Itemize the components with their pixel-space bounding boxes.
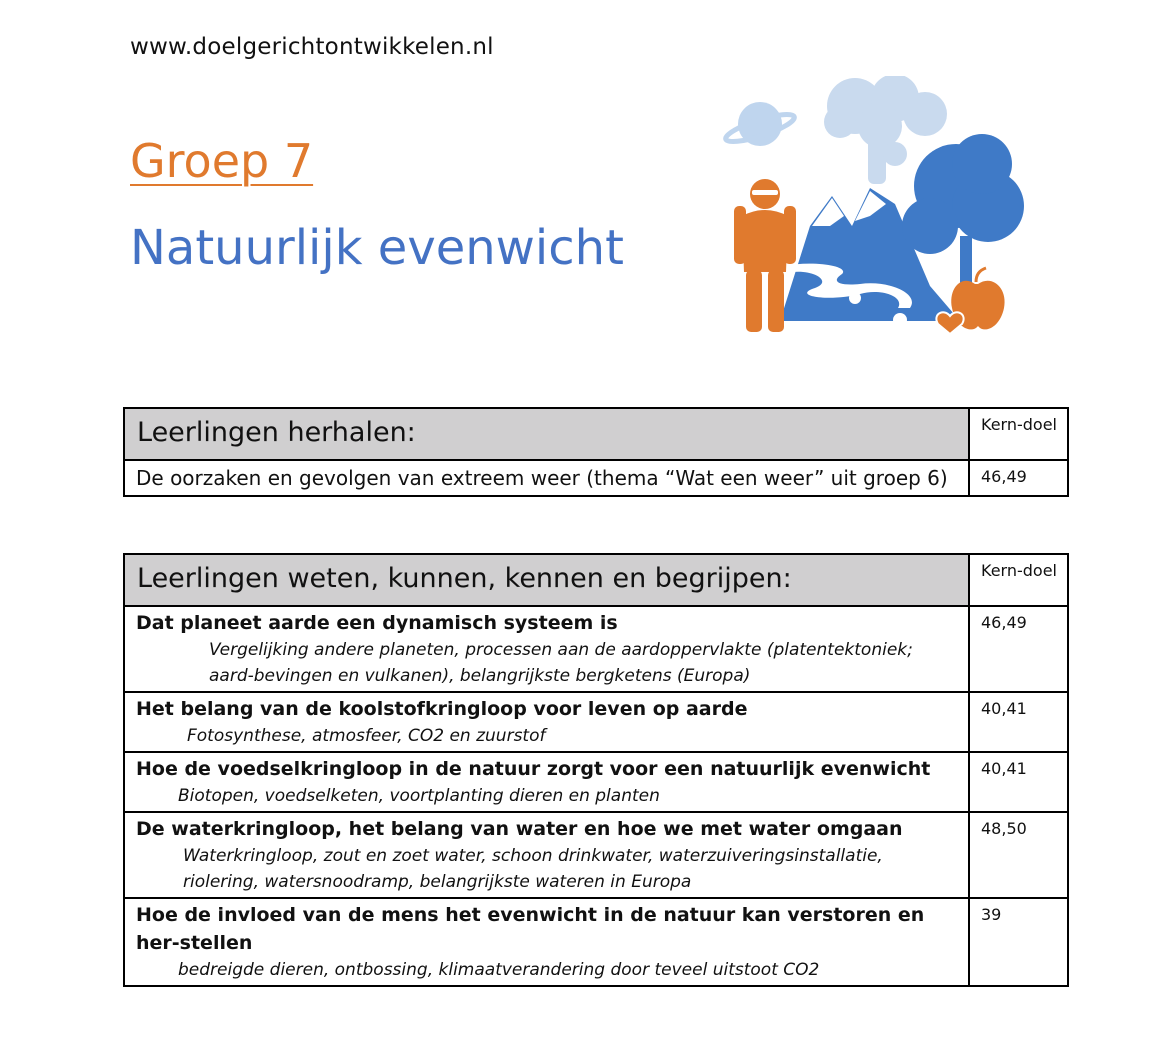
learn-table-header <box>124 554 1068 606</box>
row-subtitle: Vergelijking andere planeten, processen aan de aardoppervlakte (platentektoniek; aard-bevingen en vulkanen), belangrijkste bergketens (Europa) <box>209 640 913 686</box>
nature-illustration <box>720 76 1030 341</box>
row-subtitle: bedreigde dieren, ontbossing, klimaatverandering door teveel uitstoot CO2 <box>178 960 820 980</box>
row-subtitle: Biotopen, voedselketen, voortplanting dieren en planten <box>178 786 660 806</box>
table-row <box>124 812 1068 898</box>
planet-icon <box>723 102 796 147</box>
row-title: Hoe de invloed van de mens het evenwicht in de natuur kan verstoren en her-stellen <box>136 904 925 954</box>
repeat-table <box>123 407 1069 497</box>
kerndoel-value: 48,50 <box>969 812 1068 898</box>
group-title: Groep 7 <box>130 134 314 188</box>
repeat-text: De oorzaken en gevolgen van extreem weer (thema “Wat een weer” uit groep 6) <box>124 460 969 496</box>
table-row <box>124 460 1068 496</box>
repeat-table-header <box>124 408 1068 460</box>
repeat-table-title: Leerlingen herhalen: <box>124 408 969 460</box>
learn-table-title: Leerlingen weten, kunnen, kennen en begrijpen: <box>124 554 969 606</box>
table-row <box>124 898 1068 986</box>
table-row <box>124 606 1068 692</box>
row-subtitle: Waterkringloop, zout en zoet water, schoon drinkwater, waterzuiveringsinstallatie, riolering, watersnoodramp, belangrijkste wateren in Europa <box>183 846 883 892</box>
row-title: Het belang van de koolstofkringloop voor leven op aarde <box>136 698 748 720</box>
row-title: De waterkringloop, het belang van water en hoe we met water omgaan <box>136 818 903 840</box>
kerndoel-value: 46,49 <box>969 606 1068 692</box>
kerndoel-value: 46,49 <box>969 460 1068 496</box>
kerndoel-value: 40,41 <box>969 752 1068 812</box>
table-row <box>124 752 1068 812</box>
theme-title: Natuurlijk evenwicht <box>130 220 624 276</box>
table-row <box>124 692 1068 752</box>
kerndoel-value: 40,41 <box>969 692 1068 752</box>
row-title: Dat planeet aarde een dynamisch systeem is <box>136 612 618 634</box>
kerndoel-header: Kern-doel <box>969 408 1068 460</box>
row-subtitle: Fotosynthese, atmosfeer, CO2 en zuurstof <box>187 726 546 746</box>
website-url: www.doelgerichtontwikkelen.nl <box>130 34 494 60</box>
row-title: Hoe de voedselkringloop in de natuur zorgt voor een natuurlijk evenwicht <box>136 758 931 780</box>
learn-table <box>123 553 1069 987</box>
kerndoel-value: 39 <box>969 898 1068 986</box>
kerndoel-header: Kern-doel <box>969 554 1068 606</box>
